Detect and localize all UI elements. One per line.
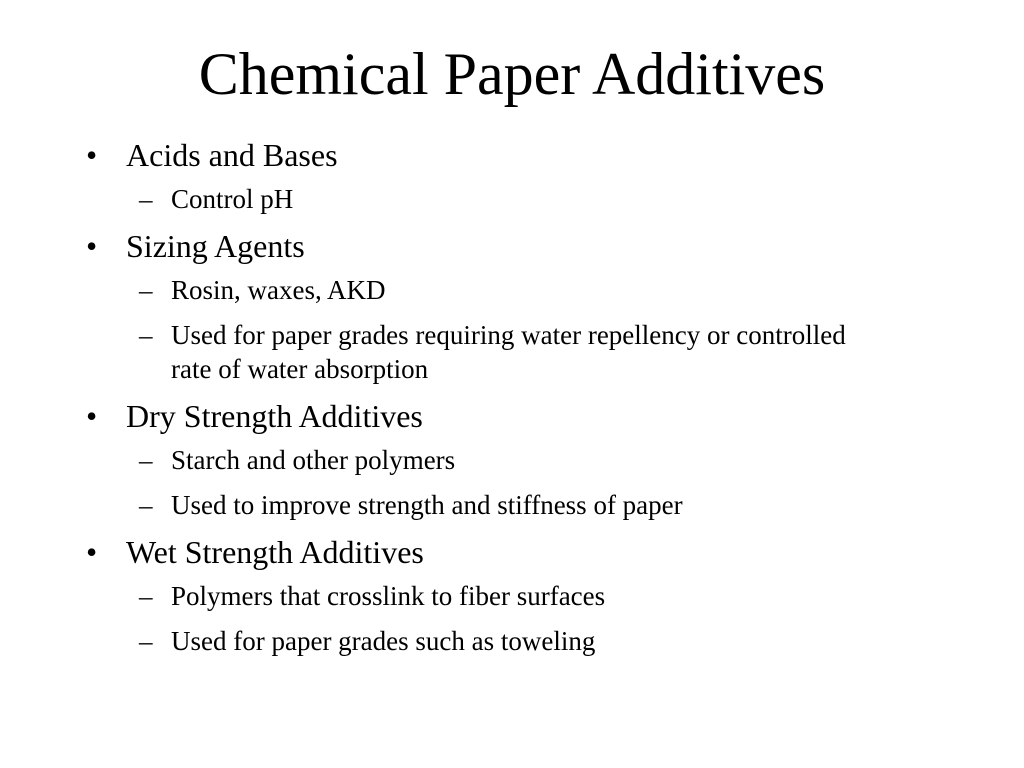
sub-bullet-item [126, 443, 924, 477]
sub-bullet-item [126, 318, 924, 386]
bullet-icon: • [86, 137, 98, 173]
slide-title: Chemical Paper Additives [198, 41, 826, 107]
sub-bullet-list [126, 273, 924, 386]
sub-bullet-item [126, 273, 924, 307]
sub-bullet-item [126, 624, 924, 658]
sub-bullet-list [126, 443, 924, 522]
sub-bullet-item [126, 488, 924, 522]
dash-icon: – [139, 184, 153, 214]
sub-bullet-text: Starch and other polymers [171, 445, 456, 475]
bullet-text: Dry Strength Additives [126, 398, 423, 434]
sub-bullet-text: Control pH [171, 184, 294, 214]
dash-icon: – [139, 581, 153, 611]
bullet-text: Wet Strength Additives [126, 534, 424, 570]
bullet-icon: • [86, 398, 98, 434]
sub-bullet-list [126, 182, 924, 216]
dash-icon: – [139, 320, 153, 350]
bullet-icon: • [86, 534, 98, 570]
dash-icon: – [139, 275, 153, 305]
bullet-item [84, 136, 924, 216]
sub-bullet-list [126, 579, 924, 658]
bullet-text: Sizing Agents [126, 228, 305, 264]
sub-bullet-item [126, 182, 924, 216]
dash-icon: – [139, 626, 153, 656]
sub-bullet-text: Polymers that crosslink to fiber surfaces [171, 581, 606, 611]
sub-bullet-text: Used for paper grades such as toweling [171, 626, 596, 656]
sub-bullet-text: Used for paper grades requiring water repellency or controlled rate of water absorption [171, 320, 846, 384]
sub-bullet-text: Used to improve strength and stiffness of paper [171, 490, 683, 520]
bullet-list [84, 136, 924, 669]
bullet-text: Acids and Bases [126, 137, 338, 173]
bullet-icon: • [86, 228, 98, 264]
bullet-item [84, 533, 924, 658]
dash-icon: – [139, 445, 153, 475]
bullet-item [84, 397, 924, 522]
dash-icon: – [139, 490, 153, 520]
bullet-item [84, 227, 924, 386]
sub-bullet-text: Rosin, waxes, AKD [171, 275, 386, 305]
sub-bullet-item [126, 579, 924, 613]
